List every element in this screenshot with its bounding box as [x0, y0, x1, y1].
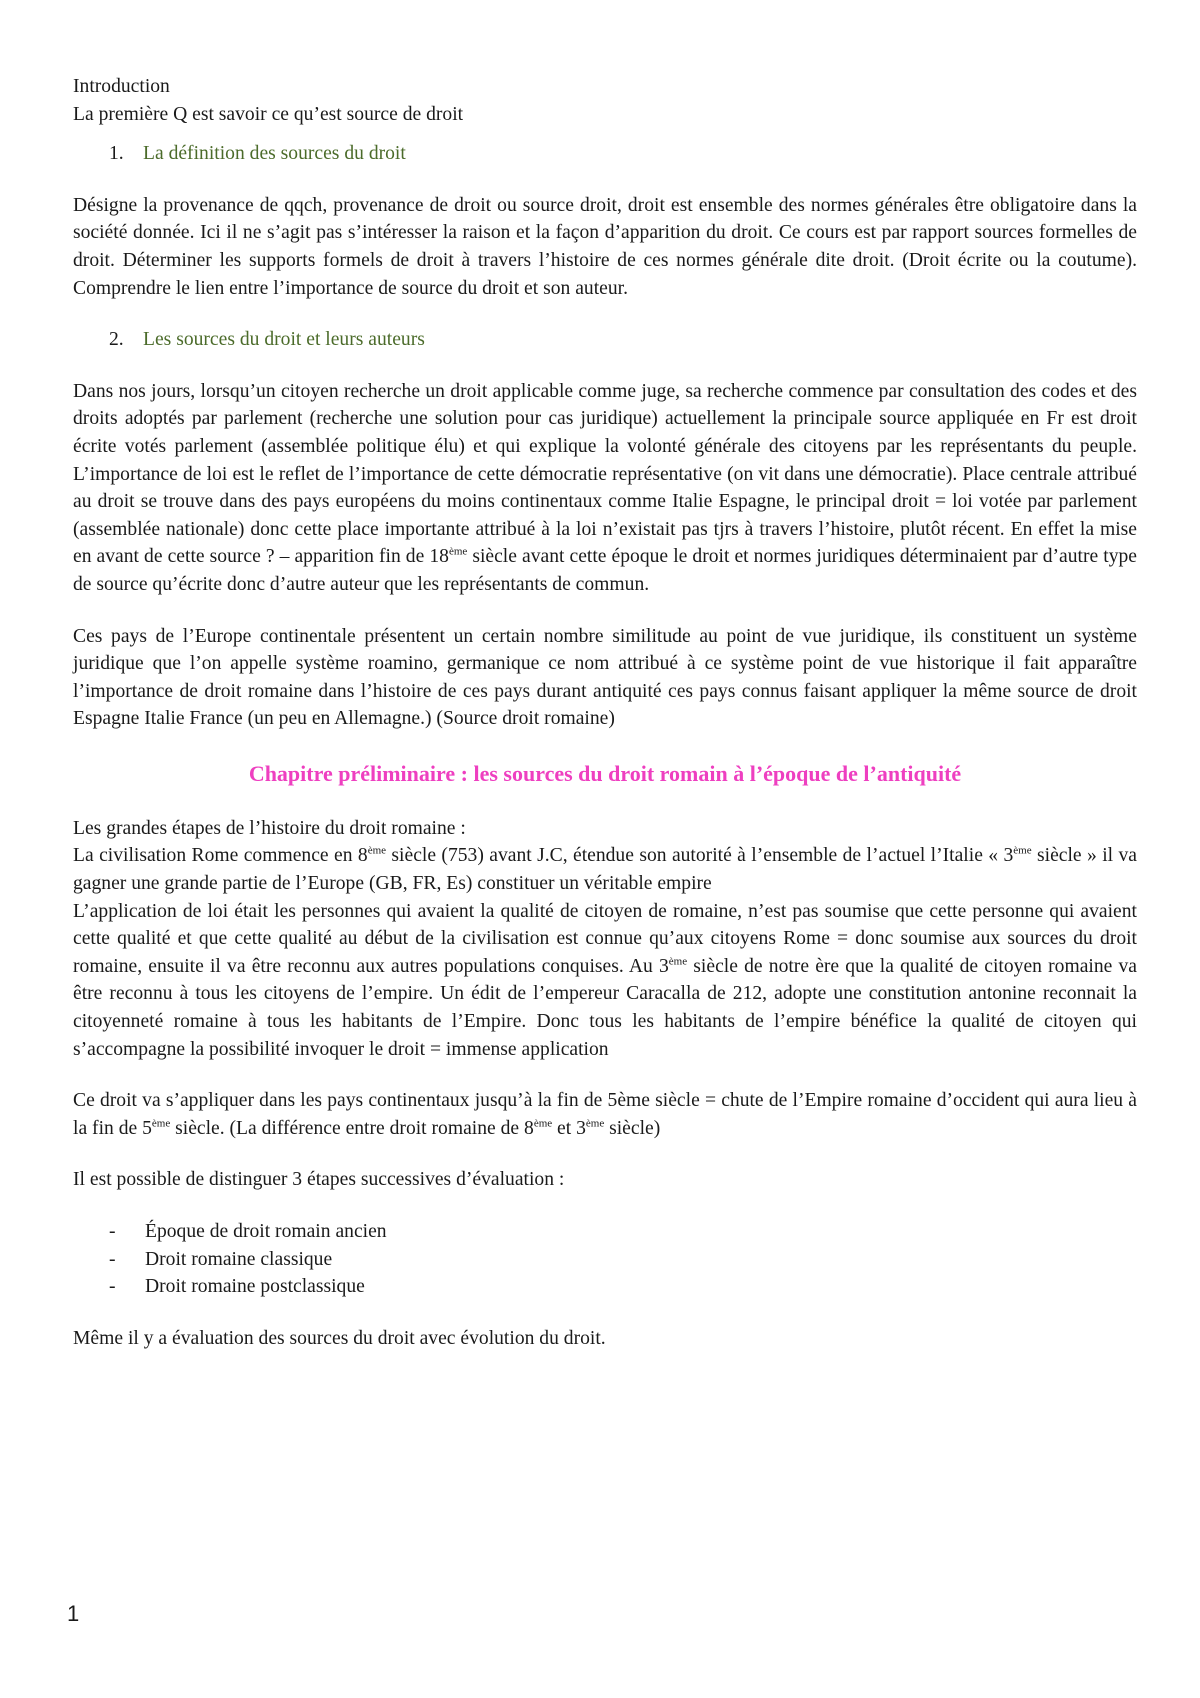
text-run: Dans nos jours, lorsqu’un citoyen recherche un droit applicable comme juge, sa recherche commence par consultation des codes et des droits adoptés par parlement (recherche une solution pour cas juridique) actuellement la principale source appliquée en Fr est droit écrite votés parlement (assemblée politique élu) et qui explique la volonté générale des citoyens par les représentants du peuple. L’importance de loi est le reflet de l’importance de cette démocratie représentative (on vit dans une démocratie). Place centrale attribué au droit se trouve dans des pays européens du moins continentaux comme Italie Espagne, le principal droit = loi votée par parlement (assemblée nationale) donc cette place importante attribué à la loi n’existait pas tjrs à travers l’histoire, plutôt récent. En effet la mise en avant de cette source ? – apparition fin de 18: [73, 380, 1137, 568]
text-run: L’application de loi était les personnes qui avaient la qualité de citoyen de romaine, n’est pas soumise que cette personne qui avaient cette qualité et que cette qualité au début de la civilisation est connue qu’aux citoyens Rome = donc soumise aux sources du droit romaine, ensuite il va être reconnu aux autres populations conquises. Au 3: [73, 900, 1137, 977]
section2-number: 2.: [109, 329, 124, 351]
page-content: [73, 73, 1137, 1352]
list-item: [109, 1246, 1137, 1274]
list-item-text: Époque de droit romain ancien: [145, 1221, 387, 1242]
superscript: ème: [533, 1117, 553, 1130]
text-run: Ce droit va s’appliquer dans les pays continentaux jusqu’à la fin de 5ème siècle = chute de l’Empire romaine d’occident qui aura lieu à la fin de 5: [73, 1090, 1137, 1139]
text-run: et 3: [552, 1117, 586, 1139]
list-item-text: Droit romaine postclassique: [145, 1276, 365, 1298]
text-run: La civilisation Rome commence en 8: [73, 845, 368, 867]
superscript: ème: [1013, 844, 1032, 857]
text-run: siècle avant cette époque le droit et normes juridiques déterminaient par d’autre type de source qu’écrite donc d’autre auteur que les représentants de commun.: [73, 546, 1137, 595]
section1-number: 1.: [109, 143, 124, 165]
superscript: ème: [668, 955, 688, 968]
chapter-paragraph-4: Il est possible de distinguer 3 étapes successives d’évaluation :: [73, 1169, 565, 1191]
superscript: ème: [448, 545, 468, 558]
chapter-etapes-label: Les grandes étapes de l’histoire du droit romaine :: [73, 817, 466, 839]
chapter-paragraph-1: [73, 842, 1137, 897]
section2-heading-text: Les sources du droit et leurs auteurs: [143, 329, 425, 351]
list-item-text: Droit romaine classique: [145, 1248, 333, 1270]
section2-paragraph-2: Ces pays de l’Europe continentale présentent un certain nombre similitude au point de vue juridique, ils constituent un système juridique que l’on appelle système roamino, germanique ce nom attribué à ce système point de vue historique il fait apparaître l’importance de droit romaine dans l’histoire de ces pays durant antiquité ces pays connus faisant appliquer la même source de droit Espagne Italie France (un peu en Allemagne.) (Source droit romaine): [73, 625, 1137, 730]
superscript: ème: [367, 844, 387, 857]
list-marker: -: [109, 1221, 116, 1242]
list-marker: -: [109, 1276, 116, 1298]
text-run: siècle de notre ère que la qualité de citoyen romaine va être reconnu à tous les citoyens de l’empire. Un édit de l’empereur Caracalla de 212, adopte une constitution antonine reconnait la citoyenneté romaine à tous les habitants de l’Empire. Donc tous les habitants de l’empire bénéfice la qualité de citoyen qui s’accompagne la possibilité invoquer le droit = immense application: [73, 955, 1138, 1060]
chapter-paragraph-3: [73, 1087, 1137, 1142]
section1-heading-text: La définition des sources du droit: [143, 143, 406, 165]
intro-title: Introduction: [73, 76, 170, 97]
list-marker: -: [109, 1248, 116, 1270]
section2-paragraph-1: [73, 378, 1137, 599]
section1-paragraph: Désigne la provenance de qqch, provenance de droit ou source droit, droit est ensemble des normes générales être obligatoire dans la société donnée. Ici il ne s’agit pas s’intéresser la raison et la façon d’apparition du droit. Ce cours est par rapport sources formelles de droit. Déterminer les supports formels de droit à travers l’histoire de ces normes générale dite droit. (Droit écrite ou la coutume). Comprendre le lien entre l’importance de source du droit et son auteur.: [73, 194, 1137, 299]
text-run: siècle (753) avant J.C, étendue son autorité à l’ensemble de l’actuel l’Italie « 3: [386, 845, 1014, 867]
section1-heading: [73, 140, 1137, 168]
list-item: [109, 1218, 1137, 1246]
text-run: siècle): [604, 1117, 661, 1139]
superscript: ème: [151, 1117, 171, 1130]
text-run: siècle » il va gagner une grande partie de l’Europe (GB, FR, Es) constituer un véritable empire: [73, 845, 1138, 895]
list-item: [109, 1273, 1137, 1301]
text-run: siècle. (La différence entre droit romaine de 8: [170, 1117, 534, 1139]
etapes-list: [73, 1218, 1137, 1301]
chapter-title: Chapitre préliminaire : les sources du droit romain à l’époque de l’antiquité: [248, 760, 962, 786]
superscript: ème: [585, 1117, 605, 1130]
chapter-paragraph-2: [73, 898, 1137, 1064]
intro-question: La première Q est savoir ce qu’est source de droit: [73, 103, 464, 125]
page-number: 1: [67, 1601, 80, 1626]
chapter-paragraph-5: Même il y a évaluation des sources du droit avec évolution du droit.: [73, 1327, 606, 1349]
section2-heading: [73, 326, 1137, 354]
